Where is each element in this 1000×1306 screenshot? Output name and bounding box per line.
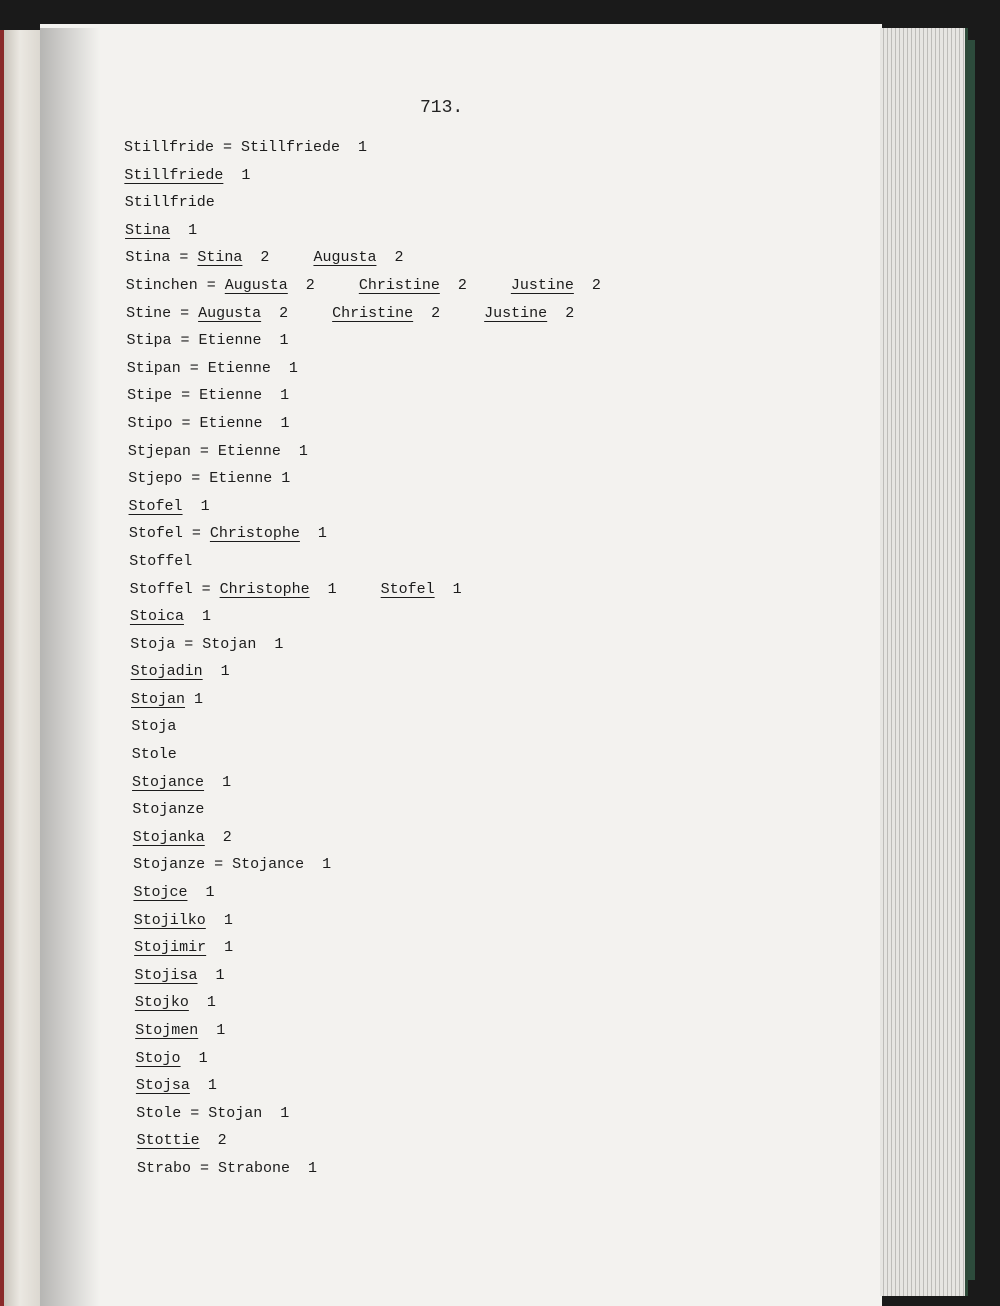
entry-text: Stipan = Etienne 1: [126, 359, 298, 377]
entry-text: Stoffel: [129, 552, 193, 570]
underlined-name: Stojmen: [135, 1022, 199, 1039]
entry-text: 2: [242, 249, 270, 267]
index-entry: [128, 440, 844, 468]
index-entry: [133, 853, 844, 881]
underlined-name: Augusta: [224, 276, 288, 294]
underlined-name: Stofel: [128, 497, 183, 515]
underlined-name: Stojce: [133, 884, 188, 902]
index-entry: [125, 191, 844, 219]
index-entry: [124, 136, 844, 164]
index-entry: [130, 578, 844, 606]
index-entry: [130, 633, 844, 661]
entry-text: Stipa = Etienne 1: [126, 332, 289, 350]
entry-text: 1: [187, 884, 215, 902]
underlined-name: Stojko: [134, 994, 189, 1012]
entry-text: 1: [189, 1077, 217, 1095]
underlined-name: Christophe: [219, 580, 310, 598]
entry-text: Stofel =: [128, 525, 210, 543]
underlined-name: Stojance: [132, 773, 205, 791]
index-entry: [131, 715, 844, 743]
index-entry: [131, 660, 844, 688]
entry-text: 1: [180, 1049, 208, 1067]
index-entry: [126, 329, 844, 357]
entry-text: 1: [202, 663, 230, 681]
underlined-name: Stillfriede: [124, 166, 224, 184]
index-entry: [130, 605, 844, 633]
index-entry: [132, 743, 844, 771]
entry-text: 1: [434, 580, 462, 598]
index-entry: [126, 274, 844, 302]
index-entry: [125, 219, 844, 247]
entry-text: 1: [223, 166, 251, 184]
index-entry: [126, 302, 844, 330]
underlined-name: Stojadin: [130, 663, 203, 681]
underlined-name: Stojan: [131, 690, 186, 708]
underlined-name: Stina: [197, 249, 243, 267]
index-entry: [131, 688, 844, 716]
underlined-name: Stojanka: [132, 828, 205, 846]
underlined-name: Christophe: [209, 525, 300, 543]
entry-text: Stjepan = Etienne 1: [127, 442, 308, 460]
page-stack-edges: [880, 28, 968, 1296]
index-entry: [129, 495, 844, 523]
entry-text: 2: [573, 276, 601, 294]
index-entry: [128, 467, 844, 495]
entry-text: 1: [185, 690, 204, 708]
entry-text: Stipe = Etienne 1: [127, 387, 290, 405]
index-entry: [129, 550, 844, 578]
entry-text: Stoja: [131, 718, 177, 736]
index-entry: [135, 964, 845, 992]
entry-text: 1: [204, 773, 232, 791]
entry-text: Strabo = Strabone 1: [136, 1159, 317, 1177]
index-entry: [127, 357, 844, 385]
index-entry: [132, 798, 844, 826]
entry-text: Stjepo = Etienne 1: [128, 470, 291, 488]
entry-text: 1: [182, 497, 210, 515]
index-entry: [136, 1074, 844, 1102]
underlined-name: Stina: [125, 221, 171, 239]
index-entry: [137, 1157, 844, 1185]
underlined-name: Stoica: [129, 608, 184, 626]
name-index-list: [124, 136, 844, 1185]
entry-text: Stinchen =: [125, 276, 225, 294]
left-page-edge: [0, 30, 44, 1306]
entry-text: 1: [197, 966, 225, 984]
entry-text: 2: [439, 276, 467, 294]
entry-text: Stoja = Stojan 1: [130, 635, 284, 653]
index-entry: [137, 1129, 844, 1157]
index-entry: [136, 1102, 844, 1130]
underlined-name: Christine: [332, 304, 414, 322]
underlined-name: Stojimir: [134, 939, 207, 957]
underlined-name: Stottie: [136, 1132, 200, 1150]
entry-text: 1: [170, 221, 198, 239]
underlined-name: Stojisa: [134, 966, 198, 984]
underlined-name: Justine: [510, 276, 574, 294]
entry-text: 1: [309, 580, 337, 598]
index-entry: [134, 936, 844, 964]
index-entry: [135, 991, 844, 1019]
index-entry: [128, 412, 845, 440]
entry-text: 2: [204, 828, 232, 846]
entry-text: Stina =: [125, 249, 198, 267]
entry-text: 1: [198, 1022, 226, 1039]
index-entry: [135, 1019, 844, 1047]
entry-text: Stojanze = Stojance 1: [133, 856, 332, 874]
entry-text: 1: [205, 911, 233, 929]
index-entry: [129, 522, 844, 550]
index-entry: [125, 246, 844, 274]
underlined-name: Christine: [358, 276, 440, 294]
entry-text: 2: [287, 276, 315, 294]
entry-text: Stillfride: [124, 194, 215, 212]
underlined-name: Stojsa: [135, 1077, 190, 1095]
index-entry: [132, 771, 844, 799]
entry-text: Stole = Stojan 1: [136, 1104, 290, 1122]
underlined-name: Augusta: [313, 249, 377, 267]
entry-text: 1: [299, 525, 327, 543]
page-number: 713.: [420, 98, 464, 118]
entry-text: Stoffel =: [129, 580, 220, 598]
entry-text: 1: [206, 939, 234, 957]
entry-text: 2: [261, 304, 289, 322]
underlined-name: Stojilko: [133, 911, 206, 929]
underlined-name: Stofel: [380, 580, 435, 598]
entry-text: 2: [413, 304, 441, 322]
index-entry: [133, 881, 844, 909]
entry-text: Stipo = Etienne 1: [127, 414, 290, 432]
index-entry: [127, 384, 844, 412]
entry-text: Stillfride = Stillfriede 1: [124, 139, 368, 156]
entry-text: 1: [188, 994, 216, 1012]
underlined-name: Augusta: [198, 304, 262, 322]
entry-text: Stojanze: [132, 801, 205, 819]
underlined-name: Justine: [484, 304, 548, 322]
entry-text: Stole: [131, 746, 177, 764]
entry-text: 1: [183, 608, 211, 626]
underlined-name: Stojo: [135, 1049, 181, 1067]
index-entry: [136, 1047, 844, 1075]
entry-text: 2: [547, 304, 575, 322]
entry-text: Stine =: [126, 304, 199, 322]
entry-text: 2: [376, 249, 404, 267]
entry-text: 2: [199, 1132, 227, 1150]
index-entry: [133, 826, 844, 854]
index-entry: [134, 909, 844, 937]
index-entry: [124, 164, 844, 192]
